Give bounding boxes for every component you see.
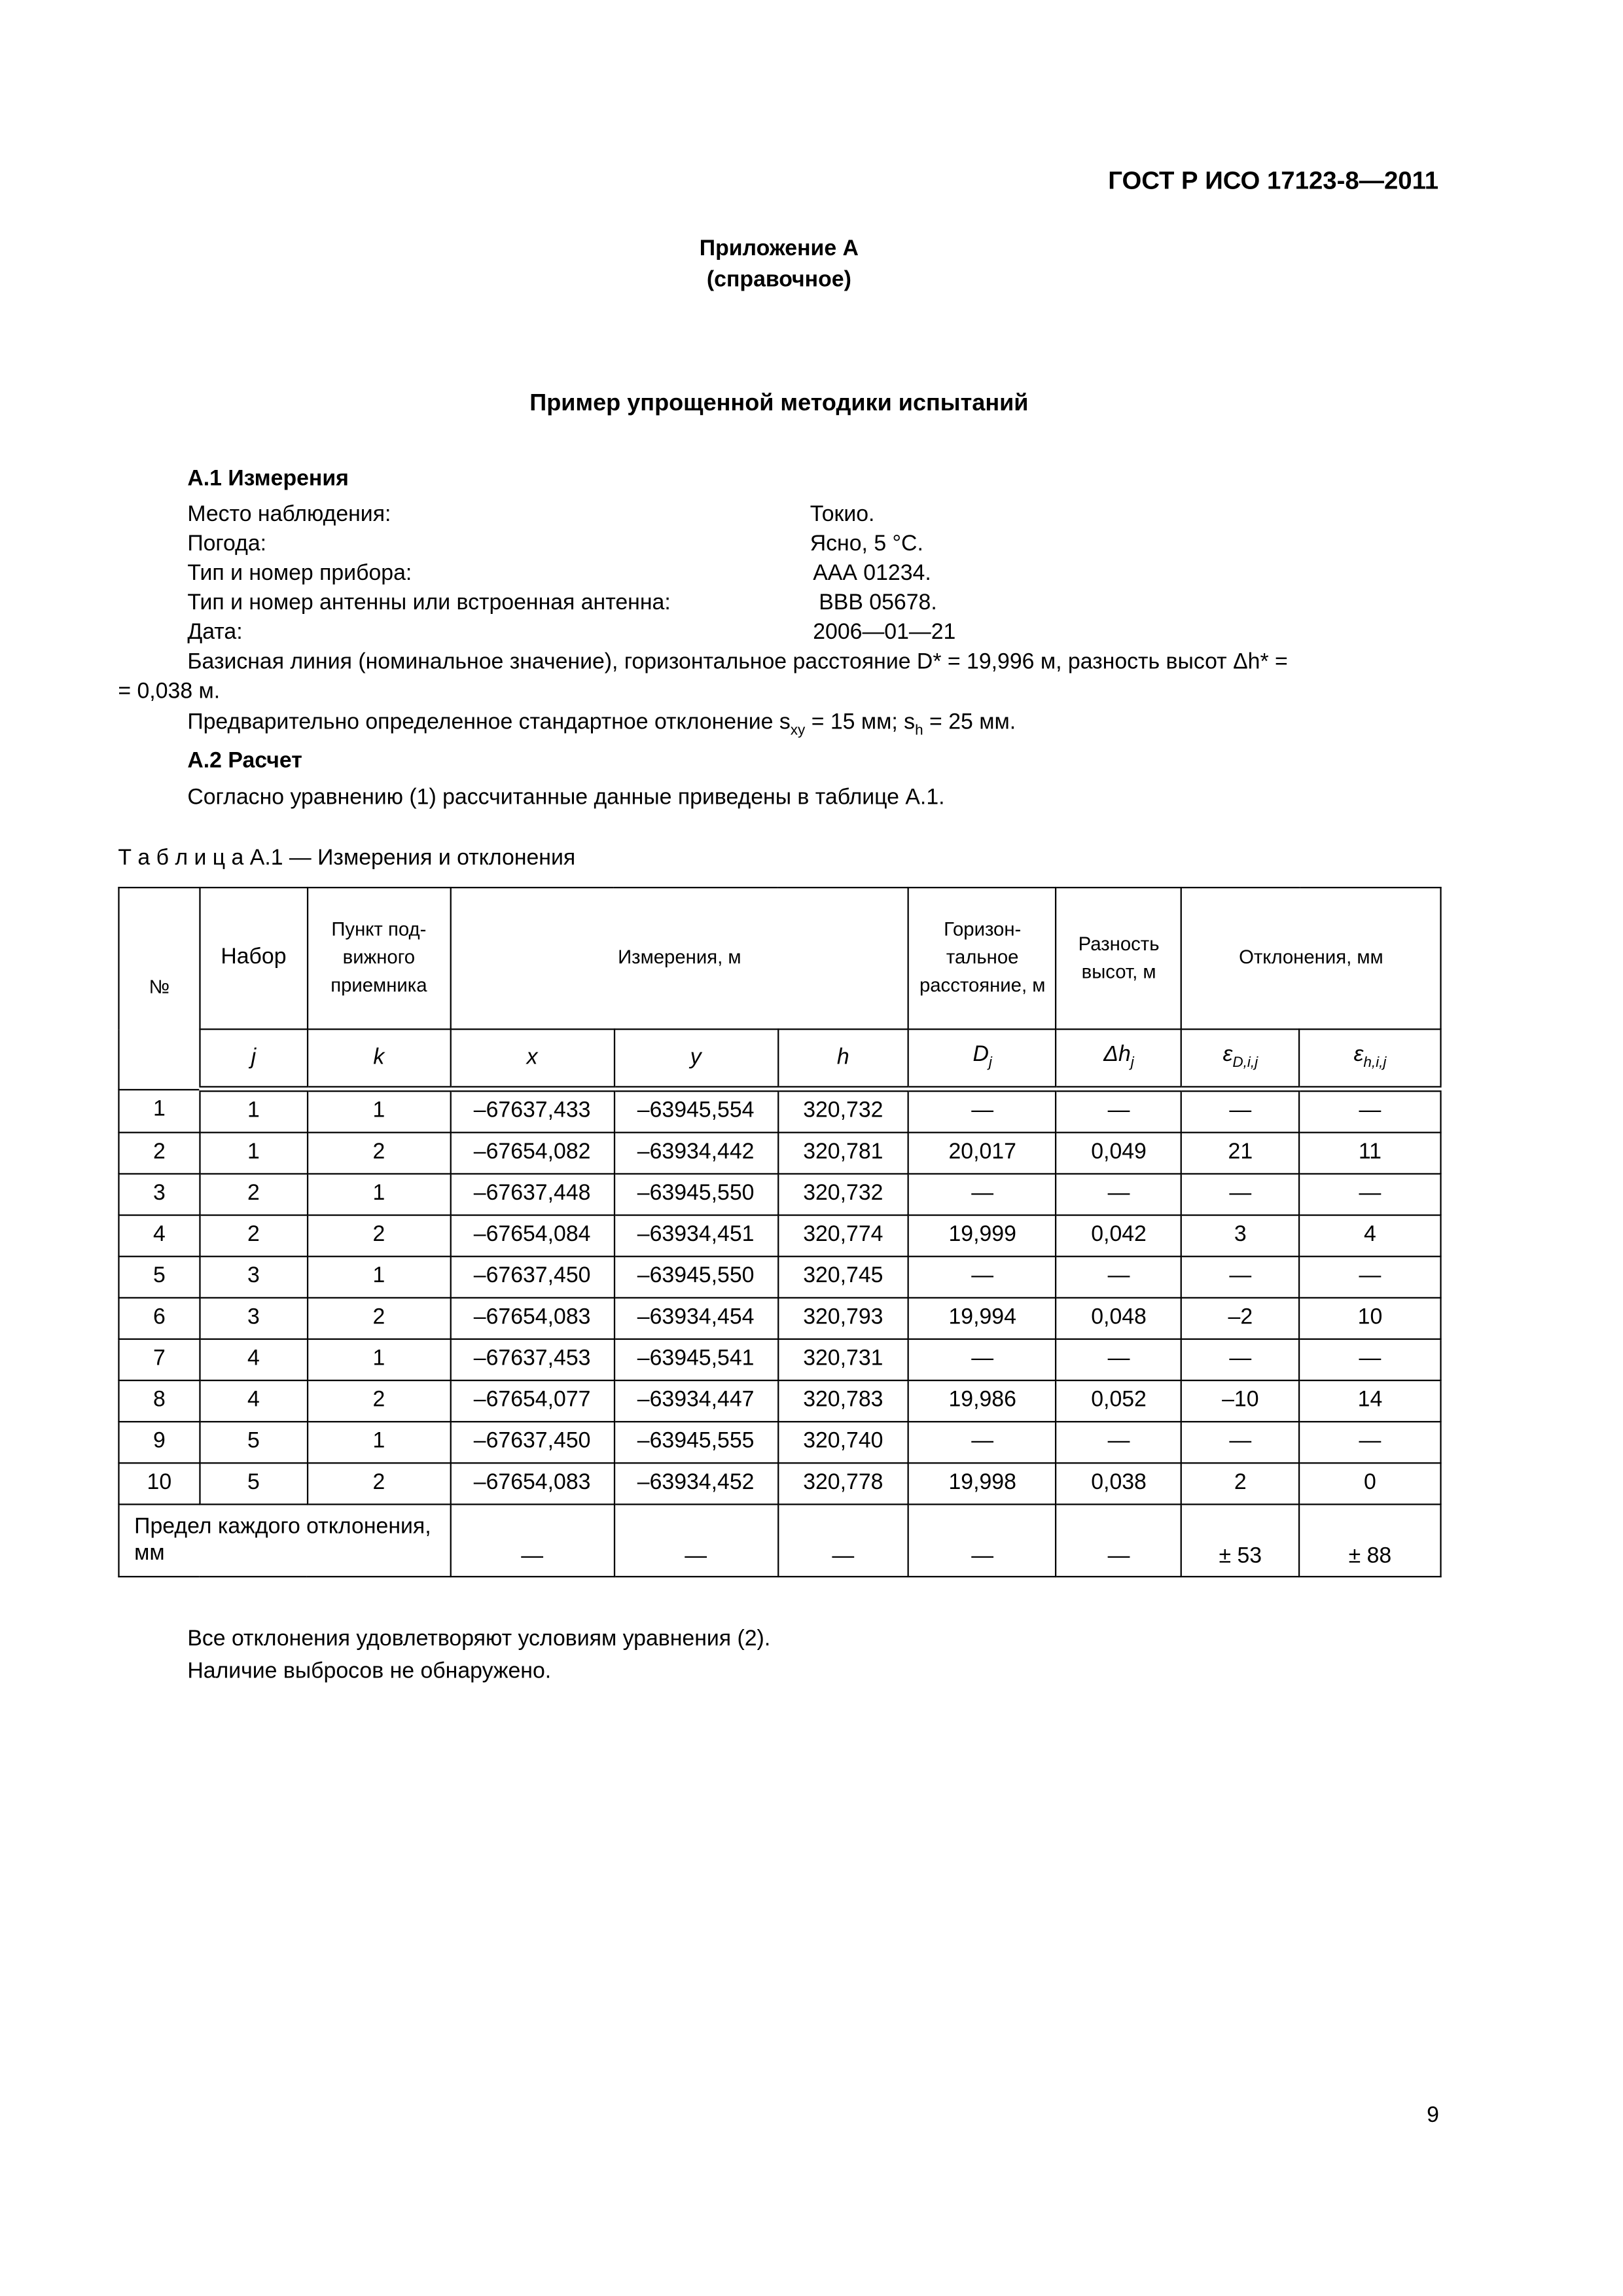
table-cell: — xyxy=(1056,1422,1181,1463)
field-value: Ясно, 5 °С. xyxy=(810,531,923,556)
field-value: Токио. xyxy=(810,501,875,527)
table-cell: –63945,550 xyxy=(614,1174,777,1215)
field-value: 2006—01—21 xyxy=(813,619,956,645)
std-sub: xy xyxy=(790,723,806,740)
table-cell: 1 xyxy=(308,1422,450,1463)
table-cell: 3 xyxy=(200,1257,307,1298)
baseline-text: Базисная линия (номинальное значение), горизонтальное расстояние D* = 19,996 м, разность высот Δh* = xyxy=(187,649,1288,675)
table-cell: 2 xyxy=(308,1215,450,1257)
field-label: Дата: xyxy=(187,619,243,645)
sym-sub: j xyxy=(1130,1055,1134,1072)
section-a2-text: Согласно уравнению (1) рассчитанные данные приведены в таблице А.1. xyxy=(187,785,945,810)
field-value: ВВВ 05678. xyxy=(819,590,937,616)
section-a1-title: А.1 Измерения xyxy=(187,466,349,492)
table-row xyxy=(118,1339,1440,1380)
limit-value: — xyxy=(777,1504,908,1576)
table-cell: — xyxy=(1056,1339,1181,1380)
table-cell: –63945,554 xyxy=(614,1089,777,1133)
table-cell: 19,998 xyxy=(909,1463,1056,1504)
sym-sub: D,i,j xyxy=(1232,1055,1258,1072)
table-cell: –67637,450 xyxy=(450,1422,614,1463)
table-cell: 14 xyxy=(1299,1380,1440,1422)
std-text: = 15 мм; s xyxy=(805,709,916,735)
table-cell: 3 xyxy=(200,1298,307,1339)
table-cell: 1 xyxy=(200,1089,307,1133)
table-cell: –67637,433 xyxy=(450,1089,614,1133)
table-cell: 0,048 xyxy=(1056,1298,1181,1339)
table-cell: 2 xyxy=(308,1463,450,1504)
std-text: Предварительно определенное стандартное отклонение s xyxy=(187,709,791,735)
table-row xyxy=(118,1215,1440,1257)
field-label: Место наблюдения: xyxy=(187,501,391,527)
table-cell: –67637,450 xyxy=(450,1257,614,1298)
table-row xyxy=(118,1380,1440,1422)
table-cell: –63934,454 xyxy=(614,1298,777,1339)
symbol-eps-h xyxy=(1299,1030,1440,1089)
table-cell: 19,986 xyxy=(909,1380,1056,1422)
header-horizontal-distance: Горизон-тальное расстояние, м xyxy=(909,888,1056,1029)
annex-status: (справочное) xyxy=(706,267,851,293)
limit-value: — xyxy=(614,1504,777,1576)
table-cell: 2 xyxy=(200,1215,307,1257)
sym: ε xyxy=(1353,1042,1364,1067)
limit-value: ± 53 xyxy=(1181,1504,1299,1576)
table-cell: 19,994 xyxy=(909,1298,1056,1339)
header-point: Пункт под-вижного приемника xyxy=(308,888,450,1029)
limit-value: ± 88 xyxy=(1299,1504,1440,1576)
std-deviation-text xyxy=(187,711,1016,740)
symbol-h: h xyxy=(777,1030,908,1089)
field-value: ААА 01234. xyxy=(813,560,931,586)
table-cell: — xyxy=(1299,1174,1440,1215)
sym: D xyxy=(972,1042,989,1067)
table-cell: –63934,452 xyxy=(614,1463,777,1504)
table-row xyxy=(118,1422,1440,1463)
table-cell: –10 xyxy=(1181,1380,1299,1422)
symbol-y: y xyxy=(614,1030,777,1089)
table-cell: — xyxy=(1181,1089,1299,1133)
table-cell: 5 xyxy=(200,1422,307,1463)
limit-label: Предел каждого отклонения, мм xyxy=(118,1504,450,1576)
table-row xyxy=(118,1132,1440,1174)
page-number: 9 xyxy=(1427,2102,1439,2128)
table-cell: –63934,451 xyxy=(614,1215,777,1257)
table-cell: 2 xyxy=(308,1380,450,1422)
table-cell: 8 xyxy=(118,1380,200,1422)
table-cell: 2 xyxy=(1181,1463,1299,1504)
table-cell: –67637,448 xyxy=(450,1174,614,1215)
table-row xyxy=(118,1298,1440,1339)
table-cell: 6 xyxy=(118,1298,200,1339)
table-cell: 1 xyxy=(200,1132,307,1174)
table-cell: — xyxy=(909,1089,1056,1133)
section-a2-title: А.2 Расчет xyxy=(187,748,302,774)
table-cell: –63945,550 xyxy=(614,1257,777,1298)
table-cell: –63945,555 xyxy=(614,1422,777,1463)
symbol-j: j xyxy=(200,1030,307,1089)
table-cell: –63934,447 xyxy=(614,1380,777,1422)
measurements-table xyxy=(118,887,1441,1577)
header-no: № xyxy=(118,888,200,1089)
table-cell: 1 xyxy=(118,1089,200,1133)
table-cell: 1 xyxy=(308,1174,450,1215)
table-cell: 0,042 xyxy=(1056,1215,1181,1257)
table-cell: 4 xyxy=(1299,1215,1440,1257)
table-cell: 4 xyxy=(118,1215,200,1257)
table-cell: 5 xyxy=(200,1463,307,1504)
table-cell: 0,049 xyxy=(1056,1132,1181,1174)
field-label: Тип и номер антенны или встроенная антенна: xyxy=(187,590,671,616)
table-cell: — xyxy=(1299,1339,1440,1380)
table-cell: 320,732 xyxy=(777,1089,908,1133)
limit-value: — xyxy=(1056,1504,1181,1576)
limit-value: — xyxy=(450,1504,614,1576)
table-cell: 3 xyxy=(118,1174,200,1215)
table-cell: 1 xyxy=(308,1089,450,1133)
table-row xyxy=(118,1463,1440,1504)
table-cell: 320,732 xyxy=(777,1174,908,1215)
header-deviations: Отклонения, мм xyxy=(1181,888,1440,1029)
table-cell: 320,781 xyxy=(777,1132,908,1174)
table-cell: 0,052 xyxy=(1056,1380,1181,1422)
table-cell: –67637,453 xyxy=(450,1339,614,1380)
header-measurements: Измерения, м xyxy=(450,888,908,1029)
table-cell: 3 xyxy=(1181,1215,1299,1257)
table-cell: 2 xyxy=(200,1174,307,1215)
table-cell: 320,778 xyxy=(777,1463,908,1504)
table-cell: — xyxy=(1181,1174,1299,1215)
table-row xyxy=(118,1089,1440,1133)
symbol-x: x xyxy=(450,1030,614,1089)
table-cell: — xyxy=(909,1257,1056,1298)
baseline-text-cont: = 0,038 м. xyxy=(118,679,221,704)
table-cell: 320,774 xyxy=(777,1215,908,1257)
field-label: Погода: xyxy=(187,531,267,556)
table-cell: 320,731 xyxy=(777,1339,908,1380)
table-cell: 11 xyxy=(1299,1132,1440,1174)
table-cell: 21 xyxy=(1181,1132,1299,1174)
table-cell: 1 xyxy=(308,1257,450,1298)
table-cell: 10 xyxy=(1299,1298,1440,1339)
table-cell: — xyxy=(1181,1422,1299,1463)
table-cell: — xyxy=(909,1339,1056,1380)
table-cell: — xyxy=(909,1174,1056,1215)
symbol-k: k xyxy=(308,1030,450,1089)
table-cell: 5 xyxy=(118,1257,200,1298)
sym: ε xyxy=(1222,1042,1233,1067)
table-cell: — xyxy=(1056,1174,1181,1215)
table-row xyxy=(118,1257,1440,1298)
table-cell: — xyxy=(1056,1257,1181,1298)
table-cell: –67654,083 xyxy=(450,1298,614,1339)
table-cell: — xyxy=(1181,1257,1299,1298)
symbol-dhj xyxy=(1056,1030,1181,1089)
note-1: Все отклонения удовлетворяют условиям уравнения (2). xyxy=(187,1626,771,1651)
table-cell: 2 xyxy=(308,1298,450,1339)
table-cell: — xyxy=(1181,1339,1299,1380)
sym: Δh xyxy=(1103,1042,1131,1067)
sym-sub: j xyxy=(988,1055,992,1072)
symbol-eps-d xyxy=(1181,1030,1299,1089)
table-cell: 10 xyxy=(118,1463,200,1504)
sym-sub: h,i,j xyxy=(1363,1055,1387,1072)
table-cell: –67654,084 xyxy=(450,1215,614,1257)
table-cell: 2 xyxy=(118,1132,200,1174)
table-cell: 320,783 xyxy=(777,1380,908,1422)
table-cell: — xyxy=(1299,1089,1440,1133)
annex-heading: Пример упрощенной методики испытаний xyxy=(529,391,1029,416)
table-cell: — xyxy=(1299,1422,1440,1463)
table-cell: 2 xyxy=(308,1132,450,1174)
table-cell: 320,745 xyxy=(777,1257,908,1298)
table-cell: 4 xyxy=(200,1380,307,1422)
header-height-difference: Разность высот, м xyxy=(1056,888,1181,1029)
table-cell: — xyxy=(909,1422,1056,1463)
symbol-dj xyxy=(909,1030,1056,1089)
table-cell: –67654,083 xyxy=(450,1463,614,1504)
annex-title: Приложение А xyxy=(699,236,859,262)
table-cell: 9 xyxy=(118,1422,200,1463)
limit-value: — xyxy=(909,1504,1056,1576)
std-text: = 25 мм. xyxy=(923,709,1016,735)
table-cell: 320,740 xyxy=(777,1422,908,1463)
table-cell: –67654,082 xyxy=(450,1132,614,1174)
header-set: Набор xyxy=(200,888,307,1029)
table-cell: 19,999 xyxy=(909,1215,1056,1257)
table-cell: 1 xyxy=(308,1339,450,1380)
table-cell: — xyxy=(1299,1257,1440,1298)
table-caption: Т а б л и ц а А.1 — Измерения и отклонения xyxy=(118,845,576,871)
document-code: ГОСТ Р ИСО 17123-8—2011 xyxy=(1108,166,1439,195)
table-cell: –67654,077 xyxy=(450,1380,614,1422)
table-cell: –2 xyxy=(1181,1298,1299,1339)
table-cell: 0,038 xyxy=(1056,1463,1181,1504)
table-cell: 4 xyxy=(200,1339,307,1380)
limit-row xyxy=(118,1504,1440,1576)
note-2: Наличие выбросов не обнаружено. xyxy=(187,1659,552,1684)
table-cell: 0 xyxy=(1299,1463,1440,1504)
table-cell: 320,793 xyxy=(777,1298,908,1339)
table-cell: 7 xyxy=(118,1339,200,1380)
field-label: Тип и номер прибора: xyxy=(187,560,412,586)
table-cell: 20,017 xyxy=(909,1132,1056,1174)
table-cell: — xyxy=(1056,1089,1181,1133)
std-sub: h xyxy=(915,723,923,740)
table-cell: –63934,442 xyxy=(614,1132,777,1174)
table-row xyxy=(118,1174,1440,1215)
table-cell: –63945,541 xyxy=(614,1339,777,1380)
